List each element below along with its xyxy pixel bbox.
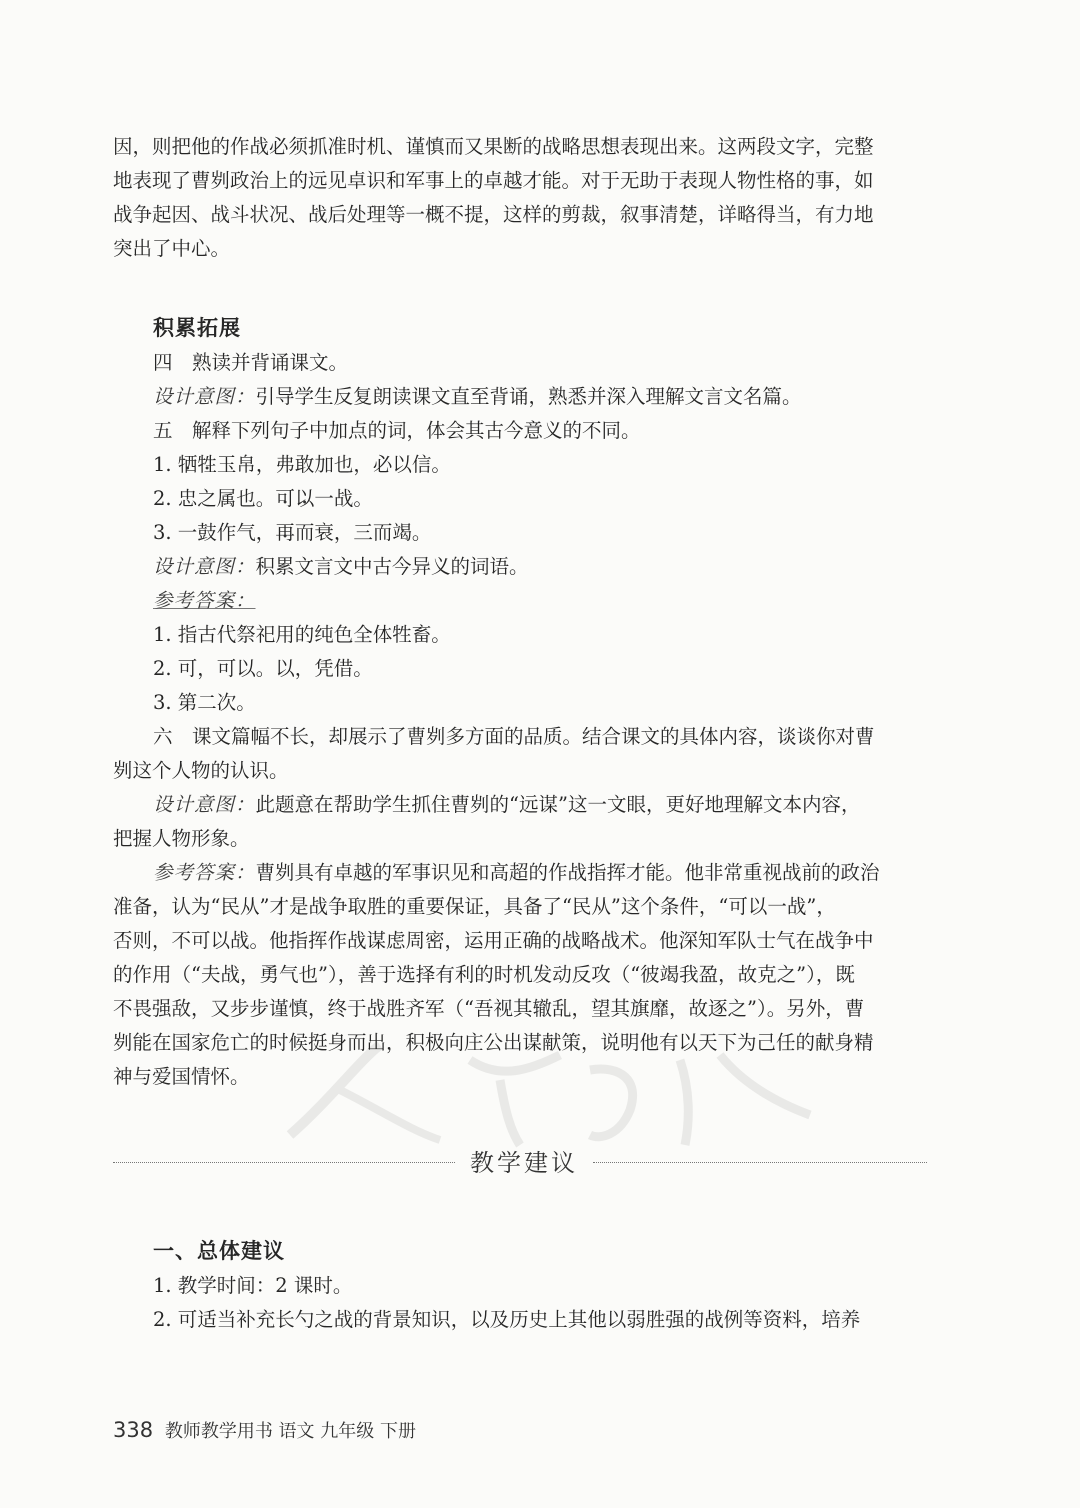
question-5-item-1: [113, 448, 927, 482]
answer-line: 2. 可，可以。以，凭借。: [153, 657, 373, 680]
item-prefix: 3. 一鼓作气，: [153, 521, 276, 544]
design-intent-label: 设计意图：: [153, 793, 256, 816]
question-6-line: 刿这个人物的认识。: [113, 759, 289, 782]
answer-line: 准备，认为“民从”才是战争取胜的重要保证，具备了“民从”这个条件，“可以一战”，: [113, 895, 836, 918]
intro-line: 地表现了曹刿政治上的远见卓识和军事上的卓越才能。对于无助于表现人物性格的事，如: [113, 169, 874, 192]
suggestion-item: 1. 教学时间：2 课时。: [153, 1274, 353, 1297]
question-4-intent: [113, 380, 927, 414]
question-5-item-3: [113, 516, 927, 550]
question-5-answer-label: [113, 584, 927, 618]
book-title: 教师教学用书 语文 九年级 下册: [164, 1421, 416, 1442]
section-divider: [113, 1143, 927, 1183]
intro-line: 因，则把他的作战必须抓准时机、谨慎而又果断的战略思想表现出来。这两段文字，完整: [113, 135, 874, 158]
question-6-line: 六 课文篇幅不长，却展示了曹刿多方面的品质。结合课文的具体内容，谈谈你对曹: [153, 725, 875, 748]
reference-answer-label: 参考答案：: [153, 861, 256, 884]
section-heading-accumulate: 积累拓展: [153, 316, 241, 340]
dotted-word: 再 •: [275, 516, 295, 550]
reference-answer-label: 参考答案：: [153, 589, 256, 612]
item-prefix: 2. 忠之属也。: [153, 487, 276, 510]
question-5: 五 解释下列句子中加点的词，体会其古今意义的不同。: [153, 419, 641, 442]
answer-line: 否则，不可以战。他指挥作战谋虑周密，运用正确的战略战术。他深知军队士气在战争中: [113, 929, 874, 952]
answer-text: 曹刿具有卓越的军事识见和高超的作战指挥才能。他非常重视战前的政治: [255, 861, 880, 884]
item-prefix: 1.: [153, 453, 178, 476]
dotted-word: 以 •: [295, 482, 315, 516]
intro-line: 突出了中心。: [113, 237, 231, 260]
page-footer: [113, 1416, 416, 1446]
design-intent-label: 设计意图：: [153, 385, 256, 408]
intro-line: 战争起因、战斗状况、战后处理等一概不提，这样的剪裁，叙事清楚，详略得当，有力地: [113, 203, 874, 226]
divider-line-left: [113, 1162, 455, 1163]
design-intent-label: 设计意图：: [153, 555, 256, 578]
item-text: 玉帛，弗敢加也，必以信。: [216, 453, 451, 476]
answer-line: 不畏强敌，又步步谨慎，终于战胜齐军（“吾视其辙乱，望其旗靡，故逐之”）。另外，曹: [113, 997, 865, 1020]
design-intent-text: 此题意在帮助学生抓住曹刿的“远谋”这一文眼，更好地理解文本内容，: [255, 793, 861, 816]
question-6-intent-cont: 把握人物形象。: [113, 827, 250, 850]
section-title-teaching: 教学建议: [470, 1149, 578, 1177]
page-number: 338: [113, 1418, 154, 1442]
dotted-word: 牺 •: [178, 448, 198, 482]
suggestion-item: 2. 可适当补充长勺之战的背景知识，以及历史上其他以弱胜强的战例等资料，培养: [153, 1308, 861, 1331]
question-5-intent: [113, 550, 927, 584]
item-text: 一战。: [314, 487, 373, 510]
main-text-block: [113, 130, 927, 1094]
item-text: 而衰，三而竭。: [294, 521, 432, 544]
answer-line: 的作用（“夫战，勇气也”），善于选择有利的时机发动反攻（“彼竭我盈，故克之”），既: [113, 963, 855, 986]
section-heading-overall: 一、总体建议: [153, 1239, 285, 1263]
design-intent-text: 积累文言文中古今异义的词语。: [255, 555, 529, 578]
answer-line: 神与爱国情怀。: [113, 1065, 250, 1088]
intro-paragraph: [113, 130, 927, 266]
question-6-answer: [113, 856, 927, 890]
question-5-item-2: [113, 482, 927, 516]
answer-line: 3. 第二次。: [153, 691, 256, 714]
answer-line: 1. 指古代祭祀用的纯色全体牲畜。: [153, 623, 451, 646]
dotted-word: 可 •: [275, 482, 295, 516]
divider-line-right: [593, 1162, 927, 1163]
suggestions-block: [113, 1233, 927, 1337]
question-4: 四 熟读并背诵课文。: [153, 351, 349, 374]
dotted-word: 牲 •: [197, 448, 217, 482]
question-6-intent: [113, 788, 927, 822]
design-intent-text: 引导学生反复朗读课文直至背诵，熟悉并深入理解文言文名篇。: [255, 385, 802, 408]
answer-line: 刿能在国家危亡的时候挺身而出，积极向庄公出谋献策，说明他有以天下为己任的献身精: [113, 1031, 874, 1054]
